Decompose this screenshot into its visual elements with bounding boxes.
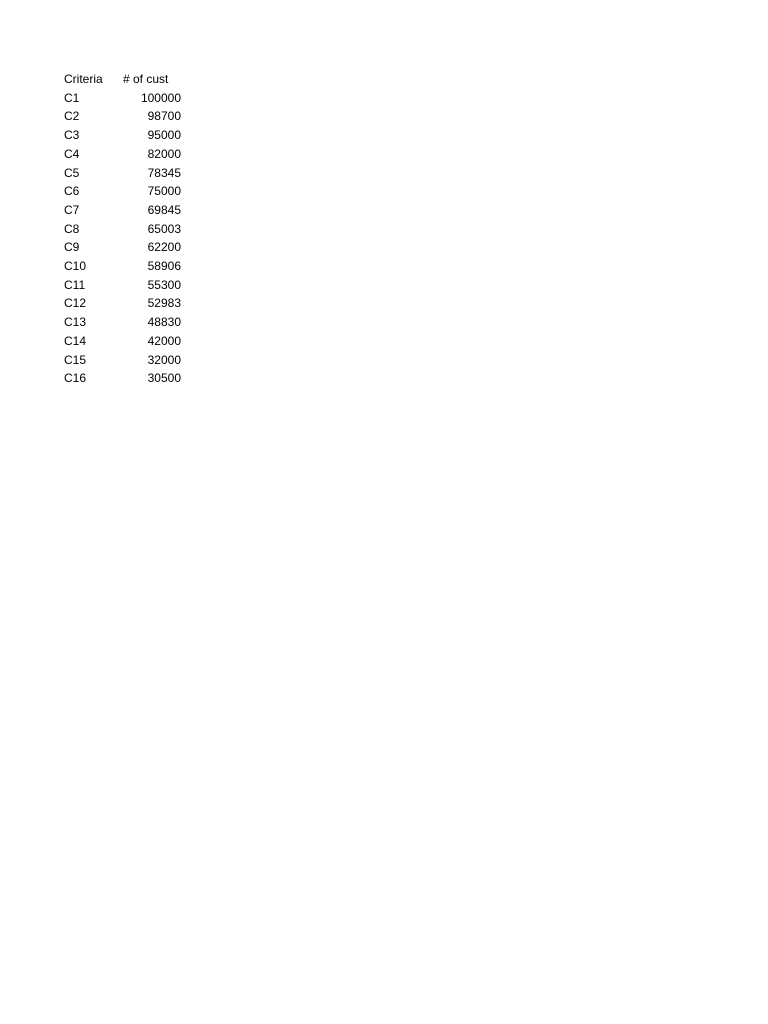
table-row: [64, 164, 181, 183]
customer-criteria-table: [64, 70, 181, 388]
cell-criteria[interactable]: C2: [64, 109, 80, 124]
table-body: [64, 89, 181, 388]
cell-criteria[interactable]: C7: [64, 202, 80, 217]
cell-customer-count[interactable]: 55300: [147, 277, 181, 292]
cell-customer-count[interactable]: 95000: [147, 128, 181, 143]
cell-customer-count[interactable]: 58906: [147, 259, 181, 274]
cell-criteria[interactable]: C16: [64, 371, 87, 386]
table-row: [64, 145, 181, 164]
table-row: [64, 220, 181, 239]
cell-criteria[interactable]: C5: [64, 165, 80, 180]
table-row: [64, 369, 181, 388]
table-row: [64, 294, 181, 313]
cell-criteria[interactable]: C9: [64, 240, 80, 255]
table-row: [64, 126, 181, 145]
cell-criteria[interactable]: C12: [64, 296, 87, 311]
cell-criteria[interactable]: C3: [64, 128, 80, 143]
header-row: [64, 70, 181, 89]
cell-criteria[interactable]: C13: [64, 315, 87, 330]
cell-criteria[interactable]: C15: [64, 352, 87, 367]
cell-criteria[interactable]: C14: [64, 333, 87, 348]
cell-criteria[interactable]: C8: [64, 221, 80, 236]
table-row: [64, 313, 181, 332]
cell-customer-count[interactable]: 48830: [147, 315, 181, 330]
table-row: [64, 238, 181, 257]
table-row: [64, 201, 181, 220]
cell-criteria[interactable]: C11: [64, 277, 86, 292]
cell-customer-count[interactable]: 52983: [147, 296, 181, 311]
header-customer-count[interactable]: # of cust: [123, 72, 169, 86]
cell-criteria[interactable]: C1: [64, 90, 80, 105]
table-row: [64, 351, 181, 370]
cell-customer-count[interactable]: 62200: [147, 240, 181, 255]
table-row: [64, 332, 181, 351]
cell-customer-count[interactable]: 78345: [147, 165, 181, 180]
cell-customer-count[interactable]: 69845: [147, 202, 181, 217]
table-row: [64, 182, 181, 201]
cell-criteria[interactable]: C6: [64, 184, 80, 199]
cell-customer-count[interactable]: 82000: [147, 146, 181, 161]
spreadsheet-range: [64, 70, 181, 388]
table-row: [64, 276, 181, 295]
cell-customer-count[interactable]: 98700: [147, 109, 181, 124]
cell-criteria[interactable]: C10: [64, 259, 87, 274]
table-row: [64, 257, 181, 276]
cell-customer-count[interactable]: 75000: [147, 184, 181, 199]
cell-customer-count[interactable]: 65003: [147, 221, 181, 236]
header-criteria[interactable]: Criteria: [64, 72, 103, 86]
cell-customer-count[interactable]: 32000: [147, 352, 181, 367]
cell-customer-count[interactable]: 42000: [147, 333, 181, 348]
cell-customer-count[interactable]: 30500: [147, 371, 181, 386]
cell-customer-count[interactable]: 100000: [140, 90, 181, 105]
table-row: [64, 107, 181, 126]
cell-criteria[interactable]: C4: [64, 146, 80, 161]
table-row: [64, 89, 181, 108]
